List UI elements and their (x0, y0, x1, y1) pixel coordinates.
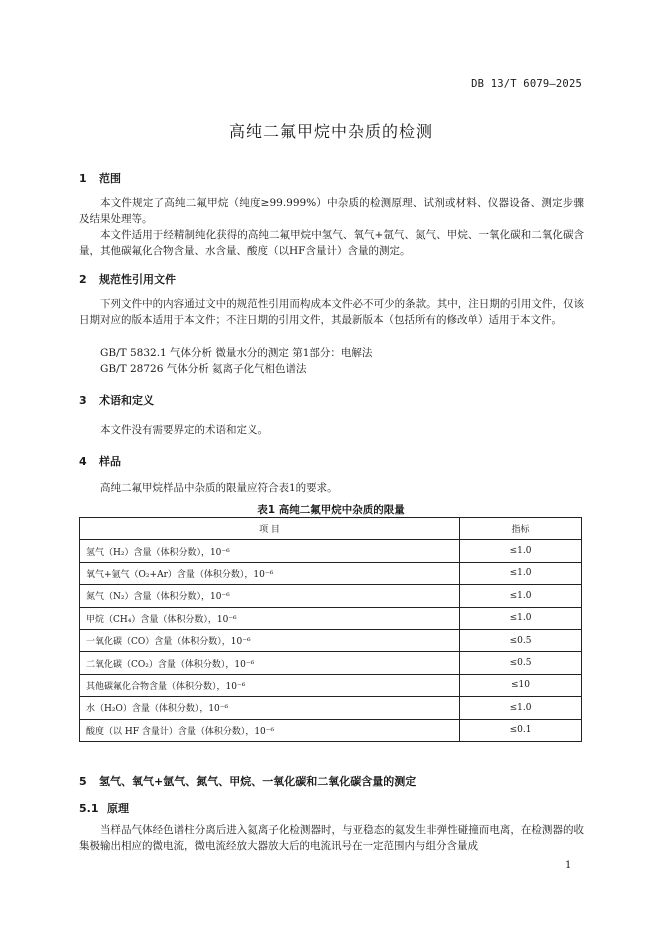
section-title: 规范性引用文件 (99, 273, 176, 286)
limit-cell: ≤10 (460, 674, 582, 696)
section-5-1-paragraph-1: 当样品气体经色谱柱分离后进入氦离子化检测器时，与亚稳态的氦发生非弹性碰撞而电离，在检测器的收集极输出相应的微电流，微电流经放大器放大后的电流讯号在一定范围内与组分含量成 (79, 824, 584, 852)
reference-item: GB/T 28726 气体分析 氦离子化气相色谱法 (100, 363, 307, 375)
reference-item: GB/T 5832.1 气体分析 微量水分的测定 第1部分：电解法 (100, 347, 373, 359)
impurity-limit-table (79, 517, 582, 742)
table-header-row (80, 518, 582, 540)
column-header-item: 项 目 (80, 518, 460, 540)
subsection-title: 原理 (107, 802, 129, 815)
item-cell: 酸度（以 HF 含量计）含量（体积分数），10⁻⁶ (80, 719, 460, 741)
item-cell: 其他碳氟化合物含量（体积分数），10⁻⁶ (80, 674, 460, 696)
column-header-limit: 指标 (460, 518, 582, 540)
section-number: 3 (79, 394, 87, 407)
section-title: 氢气、氧气+氩气、氮气、甲烷、一氧化碳和二氧化碳含量的测定 (99, 775, 417, 788)
standard-number: DB 13/T 6079—2025 (471, 78, 582, 90)
section-number: 4 (79, 455, 87, 468)
section-title: 术语和定义 (99, 394, 154, 407)
item-cell: 水（H₂O）含量（体积分数），10⁻⁶ (80, 697, 460, 719)
limit-cell: ≤1.0 (460, 607, 582, 629)
section-1-paragraph-1: 本文件规定了高纯二氟甲烷（纯度≥99.999%）中杂质的检测原理、试剂或材料、仪器设备、测定步骤及结果处理等。 (79, 197, 584, 225)
section-number: 2 (79, 273, 87, 286)
table-row (80, 585, 582, 607)
table-row (80, 607, 582, 629)
limit-cell: ≤1.0 (460, 540, 582, 562)
section-title: 范围 (99, 172, 121, 185)
subsection-number: 5.1 (79, 802, 99, 815)
section-2-heading (79, 271, 176, 287)
table-row (80, 629, 582, 651)
limit-cell: ≤1.0 (460, 697, 582, 719)
section-3-heading (79, 392, 154, 408)
section-3-paragraph-1: 本文件没有需要界定的术语和定义。 (100, 424, 268, 436)
subsection-5-1-heading (79, 800, 129, 816)
section-1-paragraph-2: 本文件适用于经精制纯化获得的高纯二氟甲烷中氢气、氧气+氩气、氮气、甲烷、一氧化碳和二氧化碳含量，其他碳氟化合物含量、水含量、酸度（以HF含量计）含量的测定。 (79, 229, 584, 257)
section-4-paragraph-1: 高纯二氟甲烷样品中杂质的限量应符合表1的要求。 (100, 482, 338, 494)
item-cell: 甲烷（CH₄）含量（体积分数），10⁻⁶ (80, 607, 460, 629)
table-row (80, 540, 582, 562)
section-2-paragraph-1: 下列文件中的内容通过文中的规范性引用而构成本文件必不可少的条款。其中，注日期的引用文件，仅该日期对应的版本适用于本文件；不注日期的引用文件，其最新版本（包括所有的修改单）适用于本文件。 (79, 298, 584, 326)
limit-cell: ≤0.1 (460, 719, 582, 741)
limit-cell: ≤1.0 (460, 562, 582, 584)
table-caption: 表1 高纯二氟甲烷中杂质的限量 (257, 504, 405, 516)
page-number: 1 (565, 860, 572, 871)
section-number: 5 (79, 775, 87, 788)
item-cell: 二氧化碳（CO₂）含量（体积分数），10⁻⁶ (80, 652, 460, 674)
table-row (80, 562, 582, 584)
section-1-heading (79, 170, 121, 186)
section-4-heading (79, 453, 121, 469)
limit-cell: ≤1.0 (460, 585, 582, 607)
document-title: 高纯二氟甲烷中杂质的检测 (228, 122, 433, 141)
table-row (80, 719, 582, 741)
item-cell: 氮气（N₂）含量（体积分数），10⁻⁶ (80, 585, 460, 607)
table-row (80, 697, 582, 719)
table-row (80, 674, 582, 696)
limit-cell: ≤0.5 (460, 652, 582, 674)
item-cell: 氧气+氩气（O₂+Ar）含量（体积分数），10⁻⁶ (80, 562, 460, 584)
item-cell: 氢气（H₂）含量（体积分数），10⁻⁶ (80, 540, 460, 562)
table-row (80, 652, 582, 674)
limit-cell: ≤0.5 (460, 629, 582, 651)
section-number: 1 (79, 172, 87, 185)
item-cell: 一氧化碳（CO）含量（体积分数），10⁻⁶ (80, 629, 460, 651)
section-5-heading (79, 773, 416, 789)
section-title: 样品 (99, 455, 121, 468)
